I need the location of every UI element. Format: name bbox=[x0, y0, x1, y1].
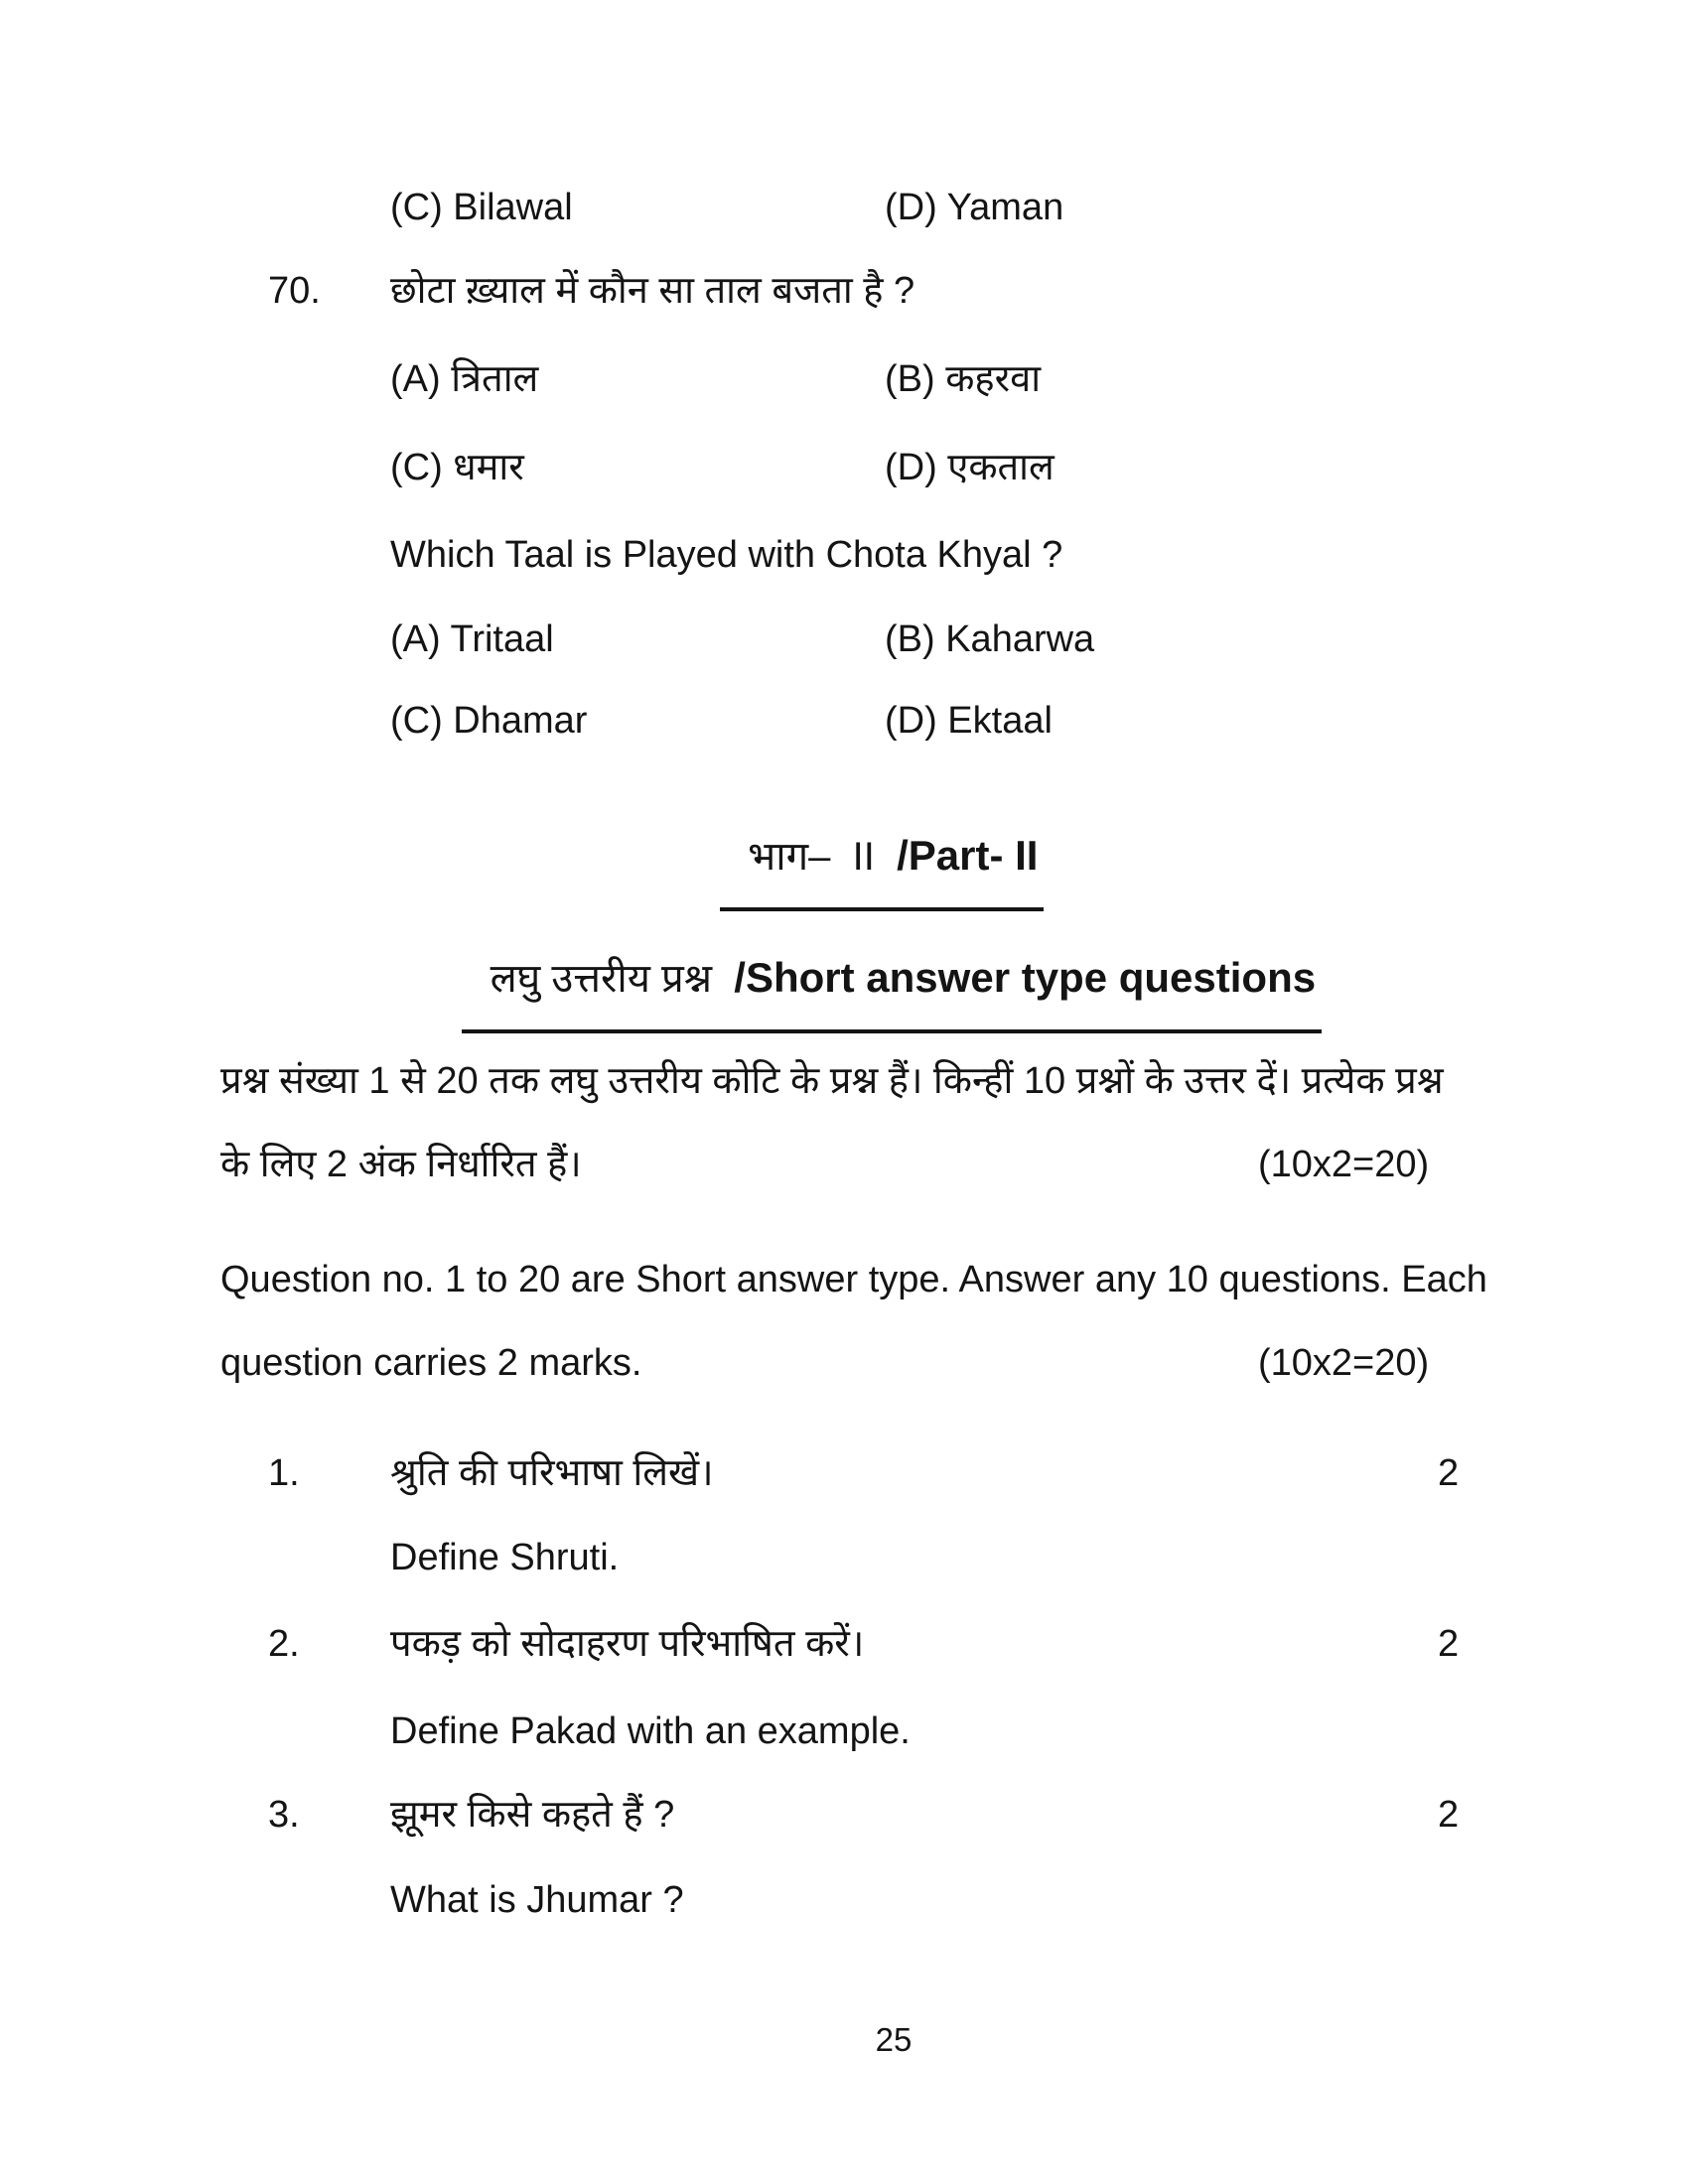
short-answer-section-heading bbox=[95, 931, 1688, 1033]
option-c-english: (C) Dhamar bbox=[390, 700, 588, 742]
instructions-hindi-marks: (10x2=20) bbox=[1258, 1144, 1430, 1185]
question-3-text-hindi: झूमर किसे कहते हैं ? bbox=[390, 1794, 675, 1836]
question-2-number: 2. bbox=[268, 1623, 300, 1665]
question-2-text-hindi: पकड़ को सोदाहरण परिभाषित करें। bbox=[390, 1623, 865, 1665]
question-2-marks: 2 bbox=[1438, 1623, 1460, 1665]
option-b-english: (B) Kaharwa bbox=[885, 618, 1095, 660]
question-2-text-english: Define Pakad with an example. bbox=[390, 1710, 911, 1752]
section-heading-hindi: लघु उत्तरीय प्रश्न bbox=[490, 957, 735, 1001]
question-3-marks: 2 bbox=[1438, 1794, 1460, 1836]
instructions-english-marks: (10x2=20) bbox=[1258, 1342, 1430, 1384]
part-2-heading-hindi: भाग– II bbox=[748, 835, 898, 879]
question-1-text-english: Define Shruti. bbox=[390, 1537, 620, 1578]
instructions-english-line1: Question no. 1 to 20 are Short answer type. Answer any 10 questions. Each bbox=[220, 1259, 1487, 1300]
option-a-hindi: (A) त्रिताल bbox=[390, 358, 539, 400]
part-2-heading-english: /Part- II bbox=[897, 832, 1039, 879]
instructions-hindi-line1: प्रश्न संख्या 1 से 20 तक लघु उत्तरीय कोटि के प्रश्न हैं। किन्हीं 10 प्रश्नों के उत्तर दें। प्रत्येक प्रश्न bbox=[220, 1060, 1444, 1102]
question-70-text-hindi: छोटा ख़्याल में कौन सा ताल बजता है ? bbox=[390, 270, 915, 312]
prev-option-c: (C) Bilawal bbox=[390, 187, 573, 228]
question-3-number: 3. bbox=[268, 1794, 300, 1836]
part-2-heading bbox=[75, 809, 1688, 911]
option-d-hindi: (D) एकताल bbox=[885, 447, 1055, 488]
page-number: 25 bbox=[875, 2021, 913, 2058]
option-a-english: (A) Tritaal bbox=[390, 618, 554, 660]
instructions-english-line2: question carries 2 marks. bbox=[220, 1342, 642, 1384]
question-70-text-english: Which Taal is Played with Chota Khyal ? bbox=[390, 534, 1063, 576]
instructions-hindi-line2: के लिए 2 अंक निर्धारित हैं। bbox=[220, 1144, 582, 1185]
section-heading-english: /Short answer type questions bbox=[734, 954, 1317, 1001]
prev-option-d: (D) Yaman bbox=[885, 187, 1064, 228]
option-b-hindi: (B) कहरवा bbox=[885, 358, 1042, 400]
question-3-text-english: What is Jhumar ? bbox=[390, 1879, 684, 1921]
question-1-marks: 2 bbox=[1438, 1452, 1460, 1494]
question-1-text-hindi: श्रुति की परिभाषा लिखें। bbox=[390, 1452, 714, 1494]
question-70-number: 70. bbox=[268, 270, 321, 312]
option-d-english: (D) Ektaal bbox=[885, 700, 1053, 742]
option-c-hindi: (C) धमार bbox=[390, 447, 524, 488]
question-1-number: 1. bbox=[268, 1452, 300, 1494]
